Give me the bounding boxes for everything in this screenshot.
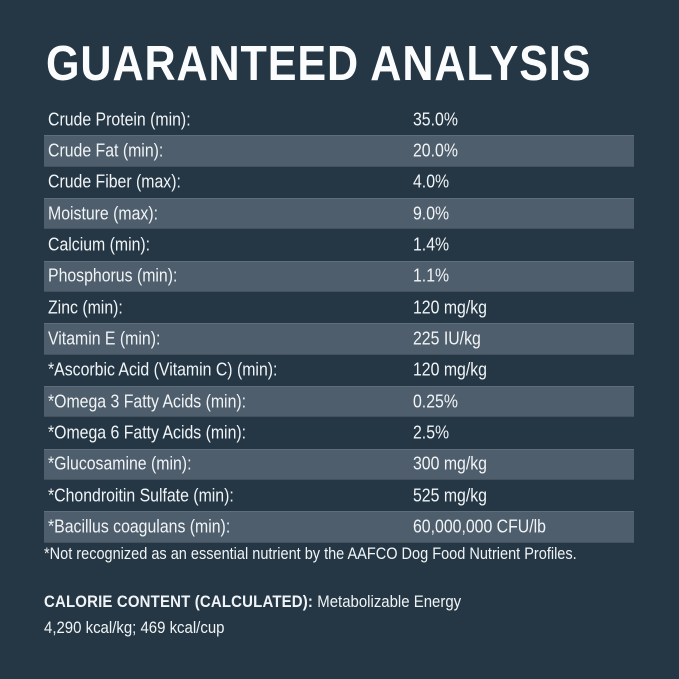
calorie-content-heading: CALORIE CONTENT (CALCULATED):: [44, 592, 314, 611]
nutrient-label: *Omega 6 Fatty Acids (min):: [48, 422, 247, 443]
table-row: [44, 104, 634, 135]
nutrient-label: *Bacillus coagulans (min):: [48, 516, 231, 537]
calorie-content-description: Metabolizable Energy: [317, 592, 462, 611]
nutrient-value: 1.4%: [413, 234, 450, 255]
nutrient-label: Phosphorus (min):: [48, 265, 178, 286]
nutrient-value: 1.1%: [413, 265, 450, 286]
footnote-text: *Not recognized as an essential nutrient by the AAFCO Dog Food Nutrient Profiles.: [44, 545, 577, 563]
nutrient-label: Crude Protein (min):: [48, 109, 191, 130]
nutrient-value: 2.5%: [413, 422, 450, 443]
table-row: [44, 511, 634, 542]
page-title-text: GUARANTEED ANALYSIS: [46, 37, 592, 91]
nutrient-label: Crude Fat (min):: [48, 140, 164, 161]
nutrient-value: 4.0%: [413, 171, 450, 192]
nutrient-value: 9.0%: [413, 203, 450, 224]
nutrient-label: *Chondroitin Sulfate (min):: [48, 485, 234, 506]
table-row: [44, 229, 634, 260]
table-row: [44, 135, 634, 166]
calorie-content-values: 4,290 kcal/kg; 469 kcal/cup: [44, 618, 225, 637]
table-row: [44, 261, 634, 292]
table-row: [44, 386, 634, 417]
nutrient-label: *Omega 3 Fatty Acids (min):: [48, 391, 247, 412]
nutrient-label: Crude Fiber (max):: [48, 171, 181, 192]
nutrient-value: 35.0%: [413, 109, 458, 130]
nutrient-value: 60,000,000 CFU/lb: [413, 516, 546, 537]
table-row: [44, 355, 634, 386]
nutrient-value: 300 mg/kg: [413, 453, 487, 474]
nutrient-value: 120 mg/kg: [413, 359, 487, 380]
calorie-content: [44, 589, 518, 641]
table-row: [44, 292, 634, 323]
table-row: [44, 323, 634, 354]
page-title: [46, 36, 666, 92]
nutrient-value: 0.25%: [413, 391, 458, 412]
calorie-content-line1: [44, 589, 518, 615]
nutrient-label: Vitamin E (min):: [48, 328, 161, 349]
footnote: [44, 545, 649, 564]
analysis-table: [44, 104, 634, 543]
nutrient-value: 525 mg/kg: [413, 485, 487, 506]
table-row: [44, 198, 634, 229]
nutrient-value: 120 mg/kg: [413, 297, 487, 318]
table-row: [44, 480, 634, 511]
table-row: [44, 167, 634, 198]
nutrient-label: Moisture (max):: [48, 203, 159, 224]
table-row: [44, 417, 634, 448]
nutrient-value: 20.0%: [413, 140, 458, 161]
nutrient-label: Calcium (min):: [48, 234, 151, 255]
nutrient-label: *Ascorbic Acid (Vitamin C) (min):: [48, 359, 278, 380]
nutrient-value: 225 IU/kg: [413, 328, 481, 349]
nutrient-label: *Glucosamine (min):: [48, 453, 192, 474]
table-row: [44, 449, 634, 480]
nutrient-label: Zinc (min):: [48, 297, 123, 318]
calorie-content-line2: [44, 615, 518, 641]
